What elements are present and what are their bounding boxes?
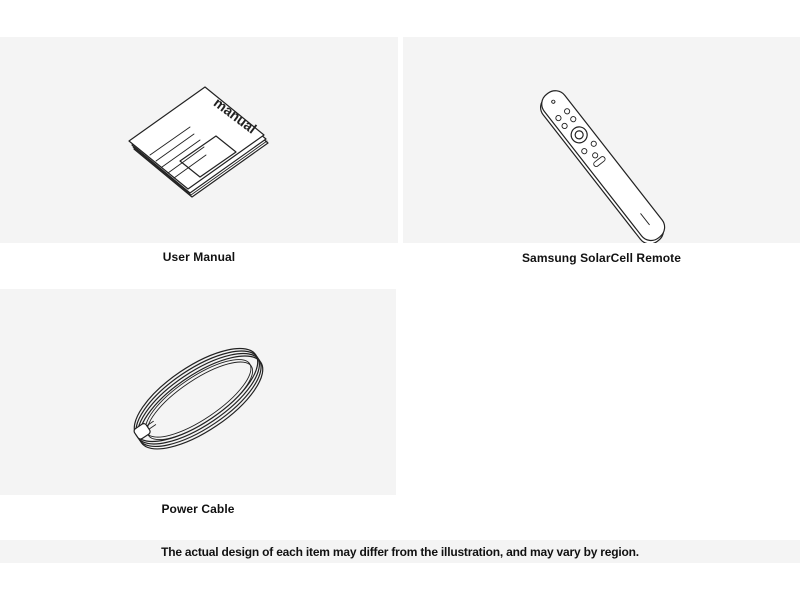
remote-card (403, 37, 800, 243)
remote-icon (403, 37, 800, 243)
disclaimer-bar (0, 540, 800, 563)
manual-cover-text: manual (210, 94, 260, 137)
power-cable-label: Power Cable (161, 502, 235, 516)
power-cable-card (0, 289, 396, 495)
user-manual-label: User Manual (162, 250, 236, 264)
manual-icon (0, 37, 398, 243)
power-cable-icon (0, 289, 396, 495)
disclaimer-text: The actual design of each item may differ from the illustration, and may vary by region. (161, 545, 639, 559)
remote-label: Samsung SolarCell Remote (521, 251, 682, 265)
user-manual-card (0, 37, 398, 243)
